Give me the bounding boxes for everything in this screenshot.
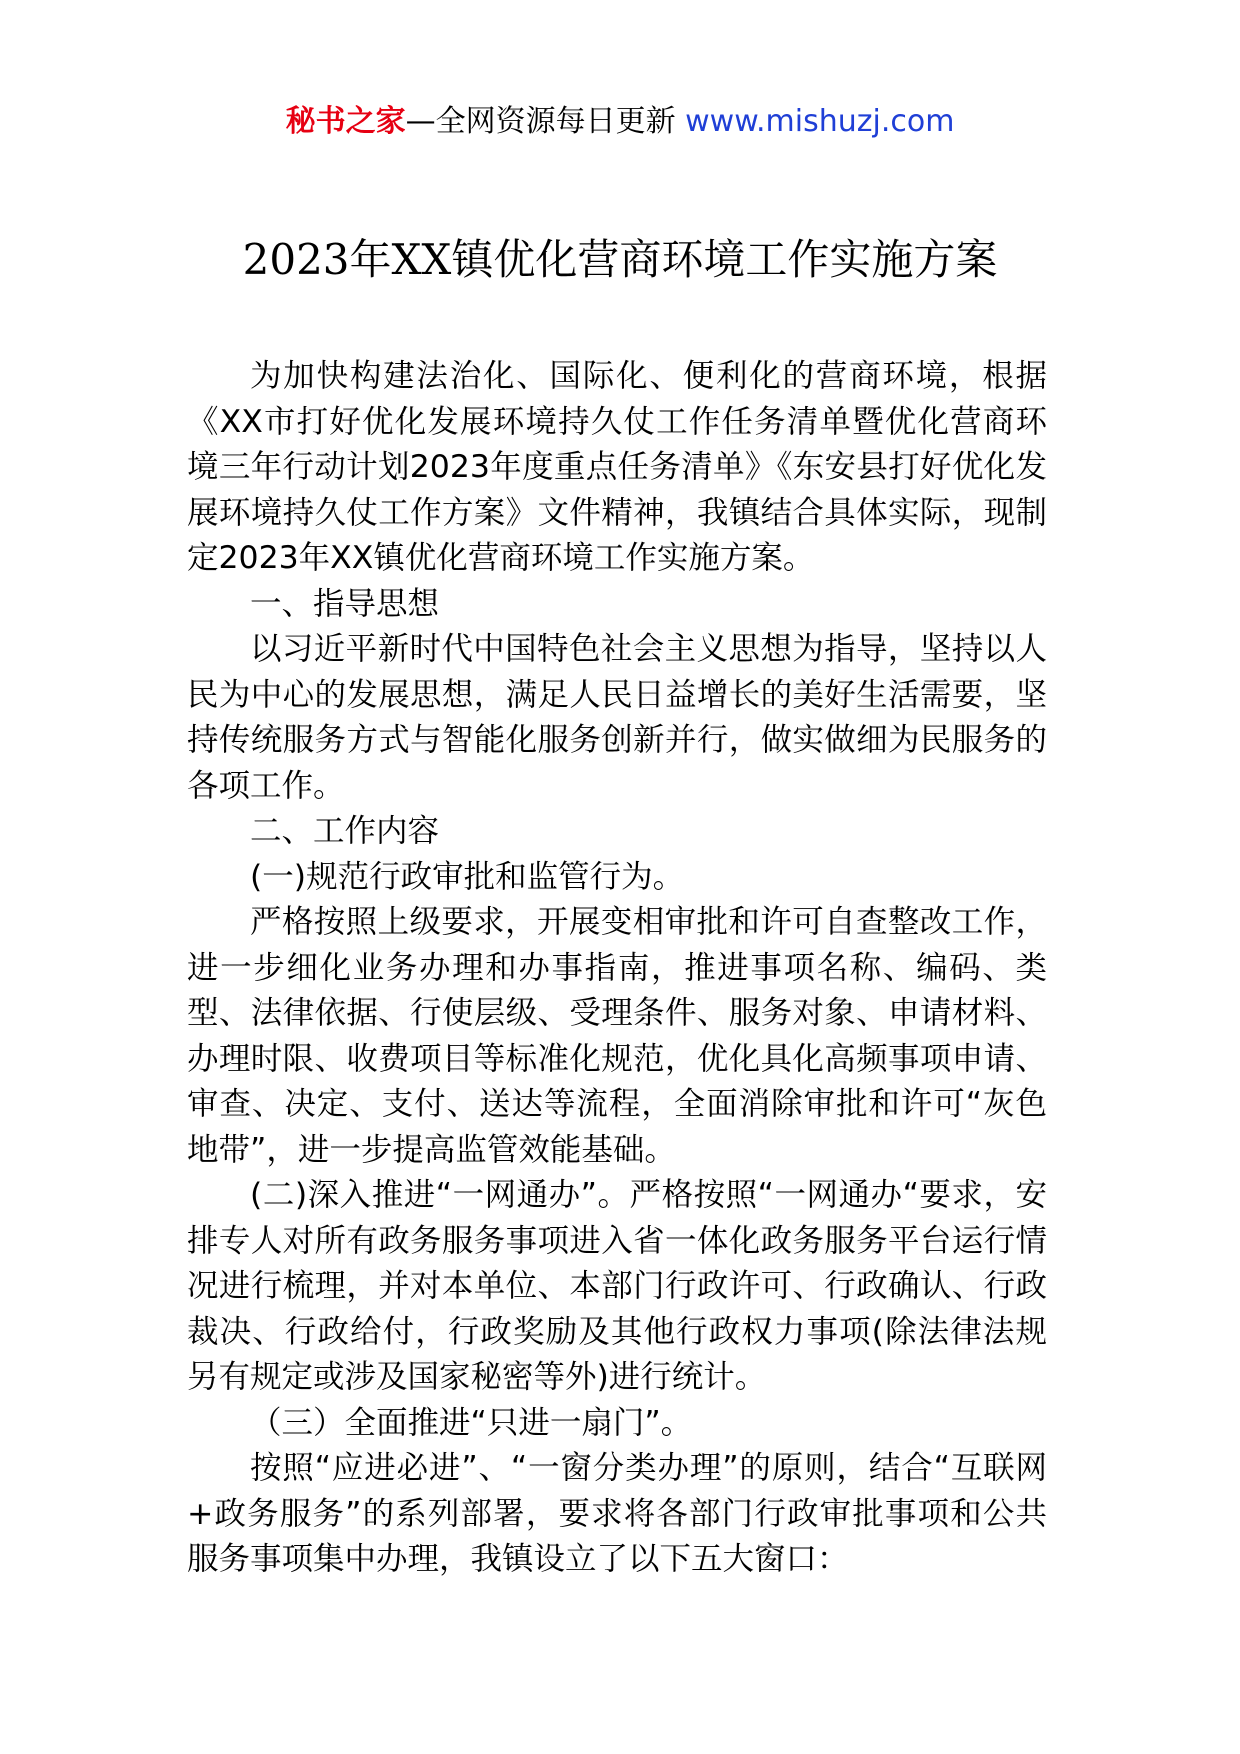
site-brand: 秘书之家 — [285, 104, 406, 139]
paragraph-3: 按照“应进必进”、“一窗分类办理”的原则，结合“互联网+政务服务”的系列部署，要求将各部门行政审批事项和公共服务事项集中办理，我镇设立了以下五大窗口： — [187, 1450, 1047, 1577]
paragraph-1: 严格按照上级要求，开展变相审批和许可自查整改工作，进一步细化业务办理和办事指南，推进事项名称、编码、类型、法律依据、行使层级、受理条件、服务对象、申请材料、办理时限、收费项目等标准化规范，优化具化高频事项申请、审查、决定、支付、送达等流程，全面消除审批和许可“灰色地带”，进一步提高监管效能基础。 — [187, 904, 1047, 1168]
heading-guiding-ideology: 一、指导思想 — [250, 585, 440, 622]
subheading-1: (一)规范行政审批和监管行为。 — [250, 858, 685, 895]
heading-work-content: 二、工作内容 — [250, 813, 440, 849]
site-url-link[interactable]: www.mishuzj.com — [685, 104, 955, 139]
site-slogan: —全网资源每日更新 — [405, 104, 676, 139]
paragraph-2: (二)深入推进“一网通办”。严格按照“一网通办“要求，安排专人对所有政务服务事项进入省一体化政务服务平台运行情况进行梳理，并对本单位、本部门行政许可、行政确认、行政裁决、行政给付，行政奖励及其他行政权力事项(除法律法规另有规定或涉及国家秘密等外)进行统计。 — [187, 1177, 1047, 1395]
paragraph-intro: 为加快构建法治化、国际化、便利化的营商环境，根据《XX市打好优化发展环境持久仗工作任务清单暨优化营商环境三年行动计划2023年度重点任务清单》《东安县打好优化发展环境持久仗工作方案》文件精神，我镇结合具体实际，现制定2023年XX镇优化营商环境工作实施方案。 — [187, 358, 1047, 576]
document-body — [187, 354, 1047, 1583]
subheading-3: （三）全面推进“只进一扇门”。 — [250, 1404, 693, 1441]
paragraph-guiding-ideology: 以习近平新时代中国特色社会主义思想为指导，坚持以人民为中心的发展思想，满足人民日益增长的美好生活需要，坚持传统服务方式与智能化服务创新并行，做实做细为民服务的各项工作。 — [187, 631, 1047, 804]
header-banner — [0, 102, 1240, 142]
document-title: 2023年XX镇优化营商环境工作实施方案 — [242, 235, 998, 284]
